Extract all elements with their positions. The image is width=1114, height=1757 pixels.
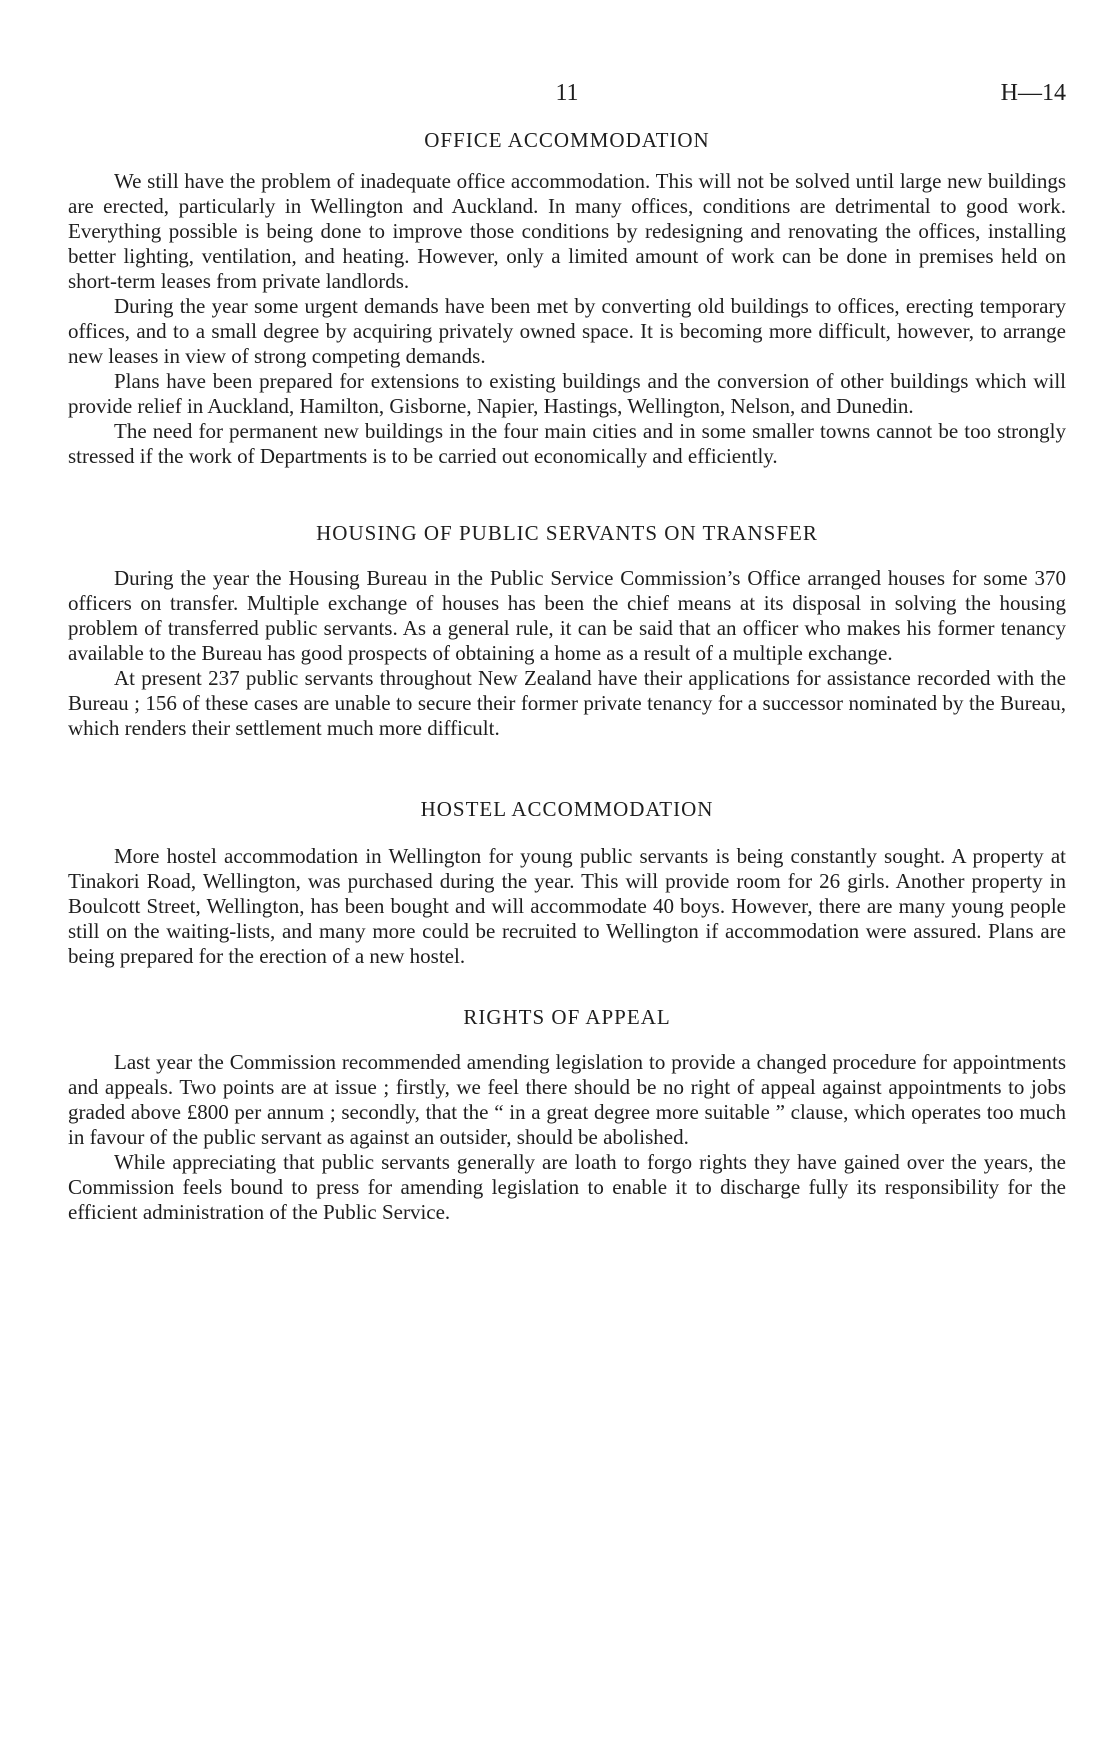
section-rights-of-appeal bbox=[68, 1005, 1066, 1225]
section-title: HOSTEL ACCOMMODATION bbox=[420, 797, 714, 821]
paragraph: Last year the Commission recommended amending legislation to provide a changed procedure for appointments and appeals. Two points are at issue ; firstly, we feel there should be no right of appeal against appointments to jobs graded above £800 per annum ; secondly, that the “ in a great degree more suitable ” clause, which operates too much in favour of the public servant as against an outsider, should be abolished. bbox=[68, 1050, 1066, 1149]
paragraph: The need for permanent new buildings in the four main cities and in some smaller towns cannot be too strongly stressed if the work of Departments is to be carried out economically and efficiently. bbox=[68, 419, 1066, 468]
section-office-accommodation bbox=[68, 128, 1066, 469]
document-page bbox=[68, 80, 1066, 1225]
paragraph: During the year some urgent demands have been met by converting old buildings to offices, erecting temporary offices, and to a small degree by acquiring privately owned space. It is becoming more difficult, however, to arrange new leases in view of strong competing demands. bbox=[68, 294, 1066, 368]
section-title: OFFICE ACCOMMODATION bbox=[424, 128, 710, 152]
document-code: H—14 bbox=[1000, 80, 1066, 106]
page-number: 11 bbox=[555, 80, 579, 106]
section-title: HOUSING OF PUBLIC SERVANTS ON TRANSFER bbox=[316, 521, 818, 545]
paragraph: We still have the problem of inadequate office accommodation. This will not be solved until large new buildings are erected, particularly in Wellington and Auckland. In many offices, conditions are detrimental to good work. Everything possible is being done to improve those conditions by redesigning and renovating the offices, installing better lighting, ventilation, and heating. However, only a limited amount of work can be done in premises held on short-term leases from private landlords. bbox=[68, 169, 1066, 293]
paragraph: While appreciating that public servants generally are loath to forgo rights they have gained over the years, the Commission feels bound to press for amending legislation to enable it to discharge fully its responsibility for the efficient administration of the Public Service. bbox=[68, 1150, 1066, 1224]
section-housing-of-public-servants bbox=[68, 521, 1066, 741]
paragraph: More hostel accommodation in Wellington for young public servants is being constantly sought. A property at Tinakori Road, Wellington, was purchased during the year. This will provide room for 26 girls. Another property in Boulcott Street, Wellington, has been bought and will accommodate 40 boys. However, there are many young people still on the waiting-lists, and many more could be recruited to Wellington if accommodation were assured. Plans are being prepared for the erection of a new hostel. bbox=[68, 844, 1066, 968]
paragraph: During the year the Housing Bureau in the Public Service Commission’s Office arranged houses for some 370 officers on transfer. Multiple exchange of houses has been the chief means at its disposal in solving the housing problem of transferred public servants. As a general rule, it can be said that an officer who makes his former tenancy available to the Bureau has good prospects of obtaining a home as a result of a multiple exchange. bbox=[68, 566, 1066, 665]
page-header bbox=[68, 80, 1066, 114]
paragraph: At present 237 public servants throughout New Zealand have their applications for assistance recorded with the Bureau ; 156 of these cases are unable to secure their former private tenancy for a successor nominated by the Bureau, which renders their settlement much more difficult. bbox=[68, 666, 1066, 740]
section-title: RIGHTS OF APPEAL bbox=[463, 1005, 671, 1029]
section-hostel-accommodation bbox=[68, 797, 1066, 969]
paragraph: Plans have been prepared for extensions to existing buildings and the conversion of other buildings which will provide relief in Auckland, Hamilton, Gisborne, Napier, Hastings, Wellington, Nelson, and Dunedin. bbox=[68, 369, 1066, 418]
